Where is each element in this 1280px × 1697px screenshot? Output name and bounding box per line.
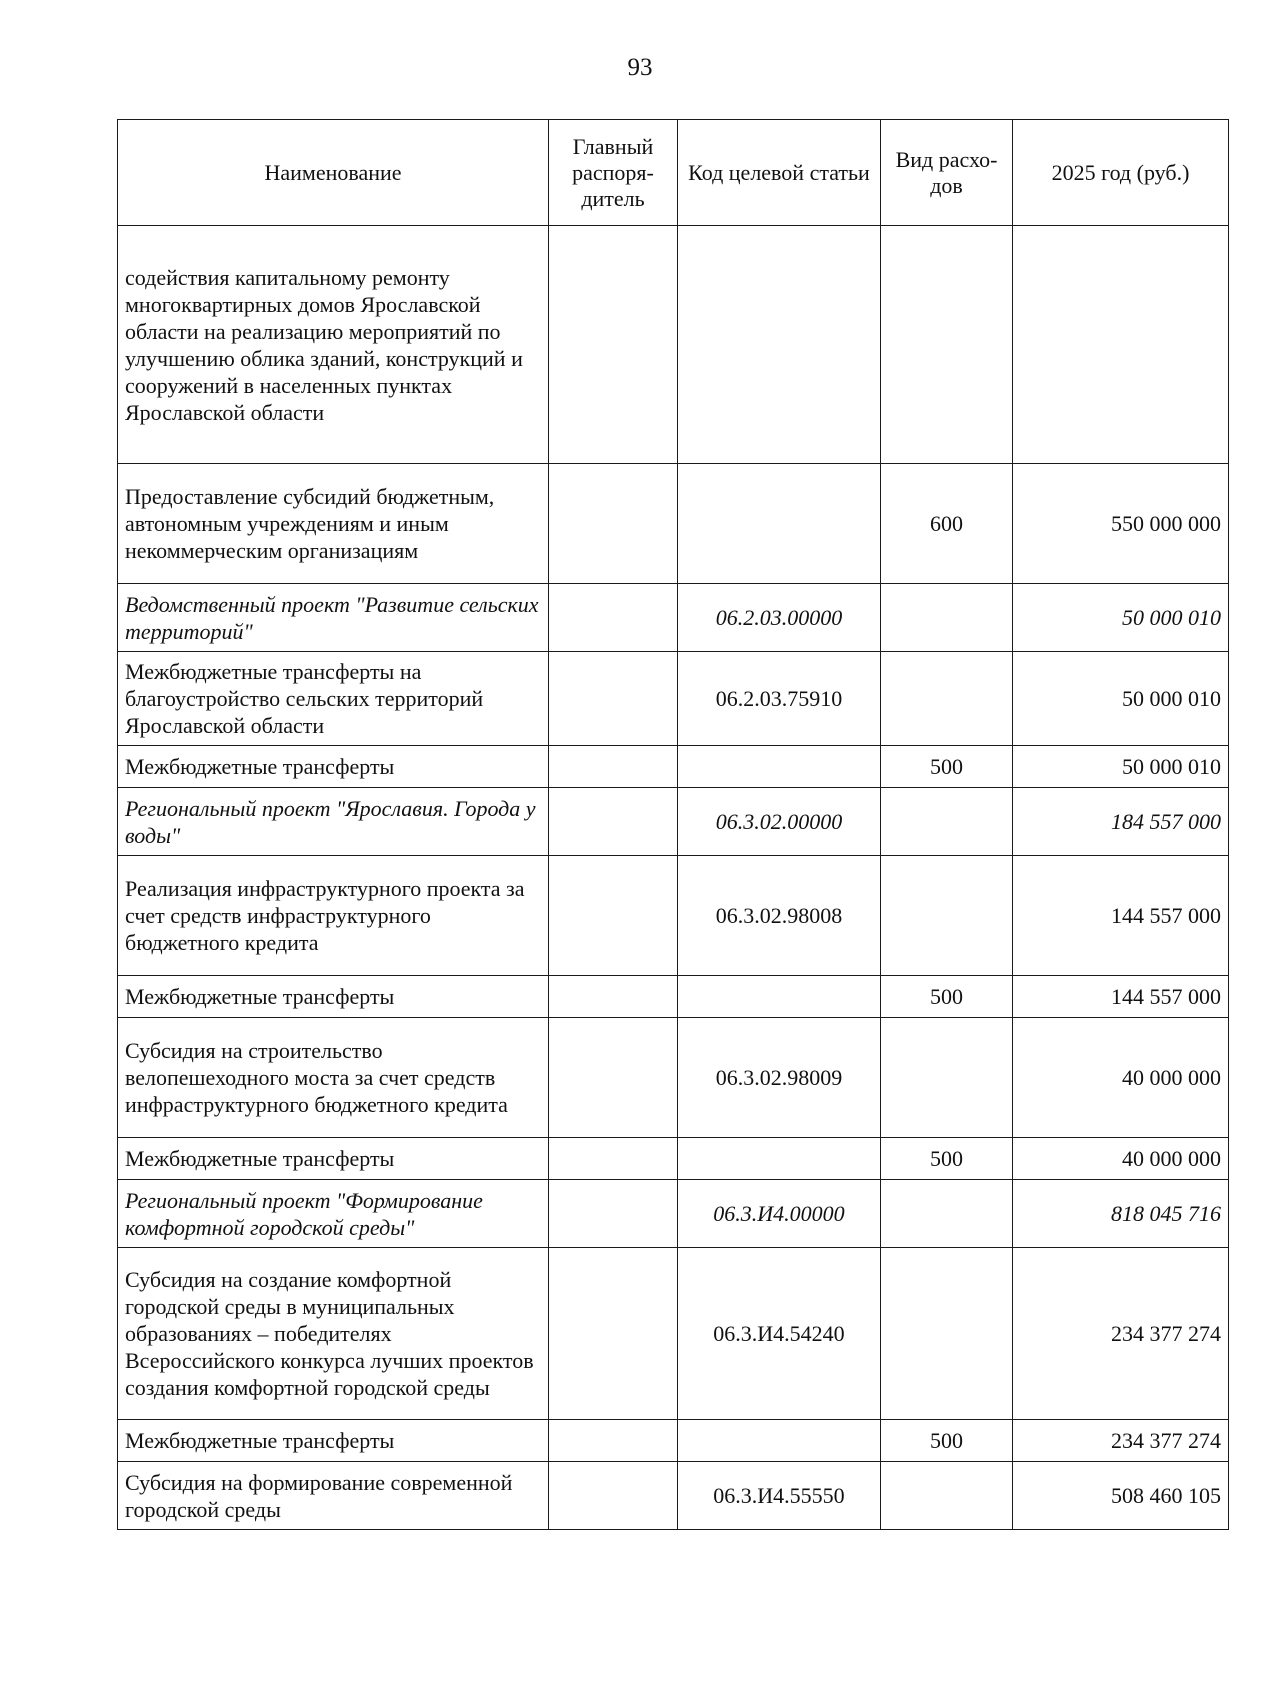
table-row: [118, 464, 1229, 584]
cell-expense-type: [881, 226, 1013, 464]
cell-name: Межбюджетные трансферты: [118, 1138, 549, 1180]
cell-target-code: [678, 1420, 881, 1462]
header-name: Наименование: [118, 120, 549, 226]
cell-chief-administrator: [549, 584, 678, 652]
table-body: [118, 226, 1229, 1530]
cell-chief-administrator: [549, 788, 678, 856]
cell-target-code: [678, 976, 881, 1018]
cell-expense-type: 600: [881, 464, 1013, 584]
header-expense-type: Вид расхо-дов: [881, 120, 1013, 226]
cell-amount: 818 045 716: [1013, 1180, 1229, 1248]
cell-amount: 50 000 010: [1013, 746, 1229, 788]
cell-target-code: 06.3.02.98009: [678, 1018, 881, 1138]
cell-amount: 50 000 010: [1013, 652, 1229, 746]
header-target-code: Код целевой статьи: [678, 120, 881, 226]
cell-expense-type: [881, 1180, 1013, 1248]
cell-expense-type: 500: [881, 1420, 1013, 1462]
cell-amount: [1013, 226, 1229, 464]
cell-name: Субсидия на создание комфортной городской среды в муниципальных образованиях – победителях Всероссийского конкурса лучших проектов создания комфортной городской среды: [118, 1248, 549, 1420]
table-row: [118, 652, 1229, 746]
cell-chief-administrator: [549, 1138, 678, 1180]
table-row: [118, 788, 1229, 856]
cell-chief-administrator: [549, 652, 678, 746]
header-amount: 2025 год (руб.): [1013, 120, 1229, 226]
page-number: 93: [627, 54, 653, 81]
cell-chief-administrator: [549, 464, 678, 584]
cell-chief-administrator: [549, 856, 678, 976]
table-row: [118, 584, 1229, 652]
cell-expense-type: 500: [881, 976, 1013, 1018]
cell-name: Региональный проект "Ярославия. Города у воды": [118, 788, 549, 856]
table-row: [118, 976, 1229, 1018]
budget-table: [117, 119, 1229, 1530]
cell-name: Межбюджетные трансферты на благоустройство сельских территорий Ярославской области: [118, 652, 549, 746]
cell-chief-administrator: [549, 1248, 678, 1420]
cell-expense-type: [881, 584, 1013, 652]
table-row: [118, 1248, 1229, 1420]
table-row: [118, 1420, 1229, 1462]
cell-name: Межбюджетные трансферты: [118, 746, 549, 788]
cell-name: Межбюджетные трансферты: [118, 976, 549, 1018]
cell-target-code: 06.3.И4.55550: [678, 1462, 881, 1530]
cell-amount: 50 000 010: [1013, 584, 1229, 652]
cell-name: Субсидия на строительство велопешеходного моста за счет средств инфраструктурного бюджетного кредита: [118, 1018, 549, 1138]
cell-expense-type: [881, 652, 1013, 746]
cell-target-code: 06.2.03.00000: [678, 584, 881, 652]
cell-name: содействия капитальному ремонту многоквартирных домов Ярославской области на реализацию мероприятий по улучшению облика зданий, конструкций и сооружений в населенных пунктах Ярославской области: [118, 226, 549, 464]
cell-target-code: 06.3.И4.00000: [678, 1180, 881, 1248]
cell-chief-administrator: [549, 1018, 678, 1138]
cell-chief-administrator: [549, 1420, 678, 1462]
table-row: [118, 1018, 1229, 1138]
table-row: [118, 226, 1229, 464]
cell-amount: 550 000 000: [1013, 464, 1229, 584]
table-row: [118, 1462, 1229, 1530]
cell-target-code: 06.2.03.75910: [678, 652, 881, 746]
cell-expense-type: [881, 1248, 1013, 1420]
cell-amount: 234 377 274: [1013, 1420, 1229, 1462]
cell-target-code: [678, 226, 881, 464]
cell-name: Региональный проект "Формирование комфортной городской среды": [118, 1180, 549, 1248]
table-row: [118, 746, 1229, 788]
cell-expense-type: [881, 1462, 1013, 1530]
cell-amount: 144 557 000: [1013, 856, 1229, 976]
cell-expense-type: [881, 788, 1013, 856]
cell-amount: 40 000 000: [1013, 1018, 1229, 1138]
cell-amount: 508 460 105: [1013, 1462, 1229, 1530]
table-row: [118, 1180, 1229, 1248]
cell-name: Межбюджетные трансферты: [118, 1420, 549, 1462]
cell-chief-administrator: [549, 1462, 678, 1530]
cell-expense-type: 500: [881, 746, 1013, 788]
cell-name: Реализация инфраструктурного проекта за счет средств инфраструктурного бюджетного кредита: [118, 856, 549, 976]
cell-expense-type: [881, 1018, 1013, 1138]
cell-name: Предоставление субсидий бюджетным, автономным учреждениям и иным некоммерческим организациям: [118, 464, 549, 584]
header-chief-administrator: Главный распоря-дитель: [549, 120, 678, 226]
cell-target-code: 06.3.И4.54240: [678, 1248, 881, 1420]
table-row: [118, 1138, 1229, 1180]
cell-amount: 40 000 000: [1013, 1138, 1229, 1180]
table-header-row: [118, 120, 1229, 226]
cell-amount: 144 557 000: [1013, 976, 1229, 1018]
cell-target-code: [678, 1138, 881, 1180]
cell-name: Ведомственный проект "Развитие сельских территорий": [118, 584, 549, 652]
cell-chief-administrator: [549, 226, 678, 464]
cell-target-code: 06.3.02.98008: [678, 856, 881, 976]
cell-target-code: [678, 746, 881, 788]
cell-chief-administrator: [549, 746, 678, 788]
cell-expense-type: 500: [881, 1138, 1013, 1180]
cell-name: Субсидия на формирование современной городской среды: [118, 1462, 549, 1530]
cell-amount: 184 557 000: [1013, 788, 1229, 856]
cell-target-code: [678, 464, 881, 584]
table-row: [118, 856, 1229, 976]
cell-target-code: 06.3.02.00000: [678, 788, 881, 856]
cell-expense-type: [881, 856, 1013, 976]
cell-amount: 234 377 274: [1013, 1248, 1229, 1420]
cell-chief-administrator: [549, 976, 678, 1018]
cell-chief-administrator: [549, 1180, 678, 1248]
